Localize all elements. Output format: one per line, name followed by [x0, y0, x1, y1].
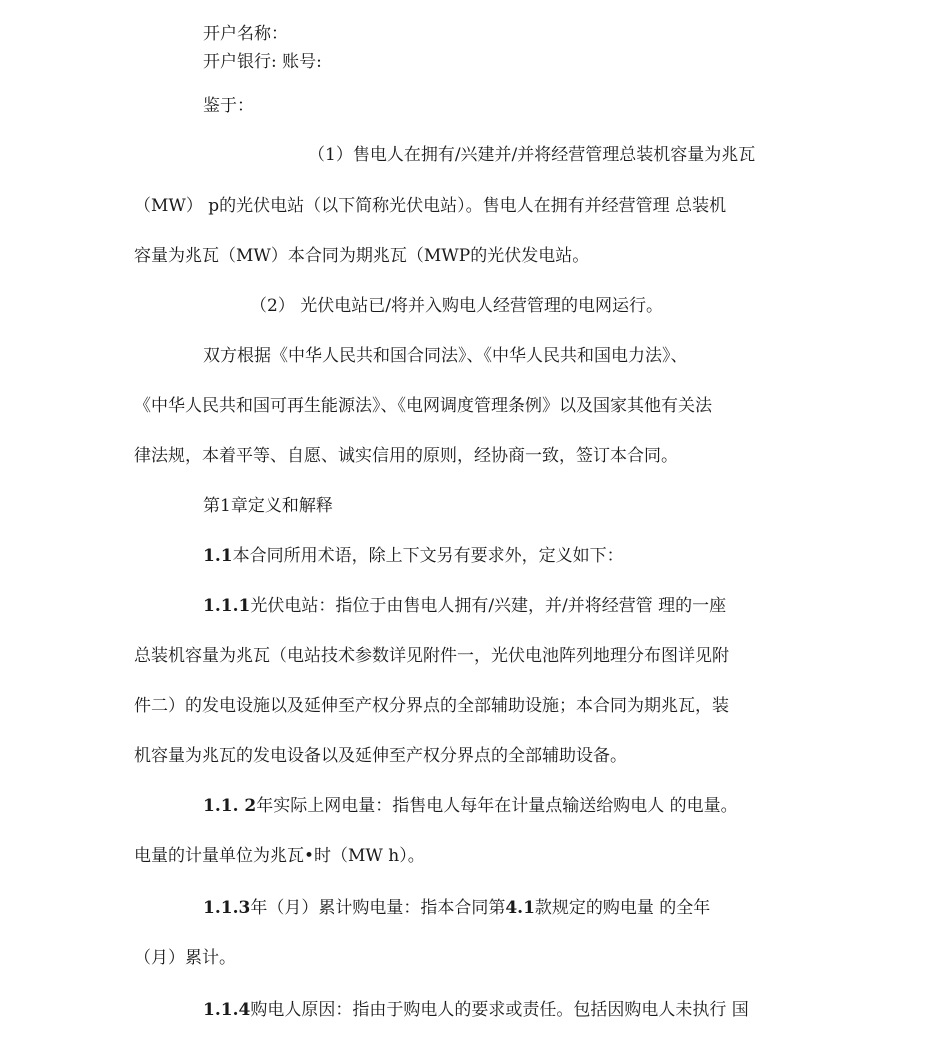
clause-1-1-2-text: 年实际上网电量：指售电人每年在计量点输送给购电人 的电量。	[256, 796, 738, 816]
chapter-1-title: 第1章定义和解释	[203, 496, 333, 516]
clause-1-1-1-text: 光伏电站：指位于由售电人拥有/兴建，并/并将经营管 理的一座	[250, 596, 727, 616]
clause-1-1-1-number: 1.1.1	[203, 596, 251, 616]
account-name-label: 开户名称：	[203, 24, 288, 44]
whereas-label: 鉴于：	[203, 96, 254, 116]
clause-1-1-2-number: 1.1. 2	[203, 796, 257, 816]
clause-1-1-1-line-1	[203, 594, 875, 618]
clause-1-1	[203, 544, 875, 568]
clause-1-1-2-line-2: 电量的计量单位为兆瓦•时（MW h）。	[134, 846, 425, 866]
recital-1-line-3: 容量为兆瓦（MW）本合同为期兆瓦（MWP的光伏发电站。	[134, 246, 590, 266]
recital-1-line-2: （MW） p的光伏电站（以下简称光伏电站）。售电人在拥有并经营管理 总装机	[134, 196, 727, 216]
clause-1-1-3-line-2: （月）累计。	[134, 948, 236, 968]
basis-line-1: 双方根据《中华人民共和国合同法》、《中华人民共和国电力法》、	[203, 346, 688, 366]
basis-line-2: 《中华人民共和国可再生能源法》、《电网调度管理条例》以及国家其他有关法	[134, 396, 712, 416]
bank-account-label: 开户银行: 账号:	[203, 52, 322, 72]
clause-1-1-4-number: 1.1.4	[203, 1000, 251, 1020]
clause-1-1-1-line-4: 机容量为兆瓦的发电设备以及延伸至产权分界点的全部辅助设备。	[134, 746, 627, 766]
clause-1-1-2-line-1	[203, 794, 875, 818]
clause-1-1-4-line-1	[203, 998, 875, 1022]
clause-1-1-3-text-b: 款规定的购电量 的全年	[534, 898, 711, 918]
recital-1-line-1: （1）售电人在拥有/兴建并/并将经营管理总装机容量为兆瓦	[308, 145, 756, 165]
clause-1-1-3-reference: 4.1	[505, 898, 535, 918]
basis-line-3: 律法规，本着平等、自愿、诚实信用的原则，经协商一致，签订本合同。	[134, 446, 678, 466]
clause-1-1-3-number: 1.1.3	[203, 898, 251, 918]
clause-1-1-3-line-1	[203, 896, 875, 920]
clause-1-1-4-text: 购电人原因：指由于购电人的要求或责任。包括因购电人未执行 国	[250, 1000, 749, 1020]
clause-1-1-1-line-2: 总装机容量为兆瓦（电站技术参数详见附件一，光伏电池阵列地理分布图详见附	[134, 646, 729, 666]
clause-1-1-text: 本合同所用术语，除上下文另有要求外，定义如下：	[232, 546, 624, 566]
clause-1-1-number: 1.1	[203, 546, 233, 566]
clause-1-1-1-line-3: 件二）的发电设施以及延伸至产权分界点的全部辅助设施；本合同为期兆瓦，装	[134, 696, 729, 716]
recital-2: （2） 光伏电站已/将并入购电人经营管理的电网运行。	[250, 296, 663, 316]
clause-1-1-3-text-a: 年（月）累计购电量：指本合同第	[250, 898, 506, 918]
